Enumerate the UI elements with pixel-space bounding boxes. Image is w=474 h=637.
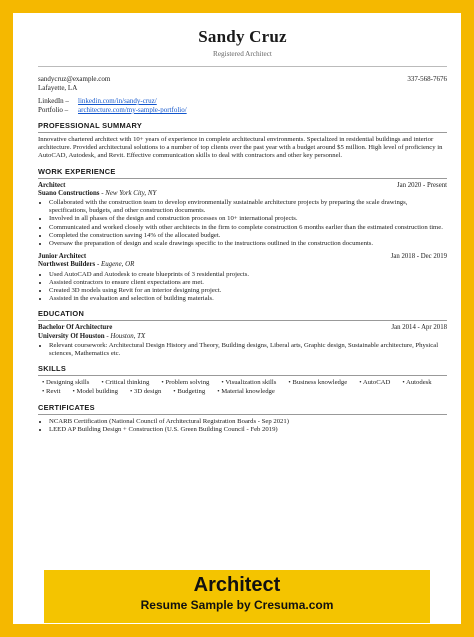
skill-item: • Designing skills [42,379,89,388]
linkedin-link[interactable]: linkedin.com/in/sandy-cruz/ [78,97,157,105]
job-entry: Junior Architect Jan 2018 - Dec 2019 Northwest Builders - Eugene, OR • Used AutoCAD and Autodesk to create blueprints of 3 residential projects. • Assisted contractors to ensure client expectations are met. • Created 3D models using Revit for an interior designing project. • Assisted in the evaluation and selection of building materials. [38,253,447,303]
job-dates: Jan 2018 - Dec 2019 [390,253,447,261]
watermark-banner [44,570,430,623]
skill-item: • Business knowledge [288,379,347,388]
education-section: EDUCATION Bachelor Of Architecture Jan 2014 - Apr 2018 University Of Houston - Houston, TX • Relevant coursework: Architectural Design History and Theory, Building designs, Liberal arts, Graphic design, Sustainable architecture, Physical sciences, Mathematics etc. [38,309,447,358]
company-name: Suano Constructions [38,189,100,197]
location-text: Lafayette, LA [38,84,78,92]
linkedin-row [38,97,447,106]
banner-title: Architect [193,574,281,596]
skill-item: • Autodesk [402,379,431,388]
experience-section [38,167,447,304]
email-text: sandycruz@example.com [38,75,111,83]
school-location: Houston, TX [110,332,146,340]
company-name: Northwest Builders [38,261,96,269]
list-item: • Oversaw the preparation of design and scale drawings specific to the instructions outlined in the construction documents. [49,240,447,248]
list-item: • Assisted contractors to ensure client expectations are met. [49,279,447,287]
list-item: • Relevant coursework: Architectural Design History and Theory, Building designs, Liberal arts, Graphic design, Sustainable architecture, Physical sciences, Mathematics etc. [49,342,447,358]
education-dates: Jan 2014 - Apr 2018 [391,324,447,332]
portfolio-row [38,106,447,115]
list-item: • Used AutoCAD and Autodesk to create blueprints of 3 residential projects. [49,271,447,279]
certificates-list [38,418,447,434]
degree-name: Bachelor Of Architecture [38,324,113,332]
company-location: New York City, NY [105,189,157,197]
portfolio-label: Portfolio – [38,106,69,114]
skill-item: • Revit [42,388,61,397]
education-heading: EDUCATION [38,309,447,321]
company-location: Eugene, OR [100,261,135,269]
candidate-subtitle: Registered Architect [213,50,272,58]
list-item: • Completed the construction saving 14% of the allocated budget. [49,232,447,240]
skill-item: • AutoCAD [359,379,390,388]
experience-heading: WORK EXPERIENCE [38,167,447,179]
certificates-heading: CERTIFICATES [38,403,447,415]
resume-page [13,13,461,624]
skill-item: • Critical thinking [101,379,149,388]
skill-item: • Problem solving [161,379,209,388]
summary-heading: PROFESSIONAL SUMMARY [38,121,447,133]
skill-item: • 3D design [130,388,161,397]
skill-item: • Material knowledge [217,388,275,397]
header-divider [38,66,447,67]
summary-text: Innovative chartered architect with 10+ years of experience in complete architectural environments. Specialized in residential buildings and interior architecture. Provided architectural solutions to a number of top clients over the past year with a budget around $5 million. High level of proficiency in AutoCAD, Autodesk, and Revit. Effective communication skills to deal with contractors and other key personnel. [38,136,443,160]
list-item: • Collaborated with the construction team to develop environmentally sustainable architecture projects by preparing the scale drawings, specifications, budgets, and other construction documents. [49,199,447,215]
school-name: University Of Houston [38,332,105,340]
banner-subtitle: Resume Sample by Cresuma.com [140,598,334,612]
skill-item: • Budgeting [173,388,205,397]
summary-section [38,121,447,161]
list-item: • Involved in all phases of the design and construction processes on 10+ international projects. [49,215,447,223]
job-title: Architect [38,181,66,189]
job-dates: Jan 2020 - Present [396,181,447,189]
job-bullets [38,199,447,248]
list-item: • Created 3D models using Revit for an interior designing project. [49,287,447,295]
candidate-name: Sandy Cruz [198,27,287,46]
contact-block [38,75,447,115]
phone-text: 337-568-7676 [407,75,447,83]
certificates-section [38,403,447,434]
job-bullets [38,271,447,304]
job-title: Junior Architect [38,253,87,261]
skills-section [38,364,447,397]
skills-heading: SKILLS [38,364,447,376]
list-item: • Communicated and worked closely with other architects in the firm to complete construction 6 months earlier than the estimated construction time. [49,224,447,232]
portfolio-link[interactable]: architecture.com/my-sample-portfolio/ [78,106,187,114]
list-item: • NCARB Certification (National Council of Architectural Registration Boards - Sep 2021) [49,418,447,426]
list-item: • LEED AP Building Design + Construction (U.S. Green Building Council - Feb 2019) [49,426,447,434]
skills-list [38,379,447,397]
skill-item: • Visualization skills [221,379,276,388]
skill-item: • Model building [73,388,118,397]
job-entry: Architect Jan 2020 - Present Suano Constructions - New York City, NY • Collaborated with the construction team to develop environmentally sustainable architecture projects by preparing the scale drawings, specifications, budgets, and other construction documents. • Involved in all phases of the design and construction processes on 10+ international projects. • Communicated and worked closely with other architects in the firm to complete construction 6 months earlier than the estimated construction time. • Completed the construction saving 14% of the allocated budget. • Oversaw the preparation of design and scale drawings specific to the instructions outlined in the construction documents. [38,182,447,249]
list-item: • Assisted in the evaluation and selection of building materials. [49,295,447,303]
linkedin-label: LinkedIn – [38,97,69,105]
education-bullets [38,342,447,358]
